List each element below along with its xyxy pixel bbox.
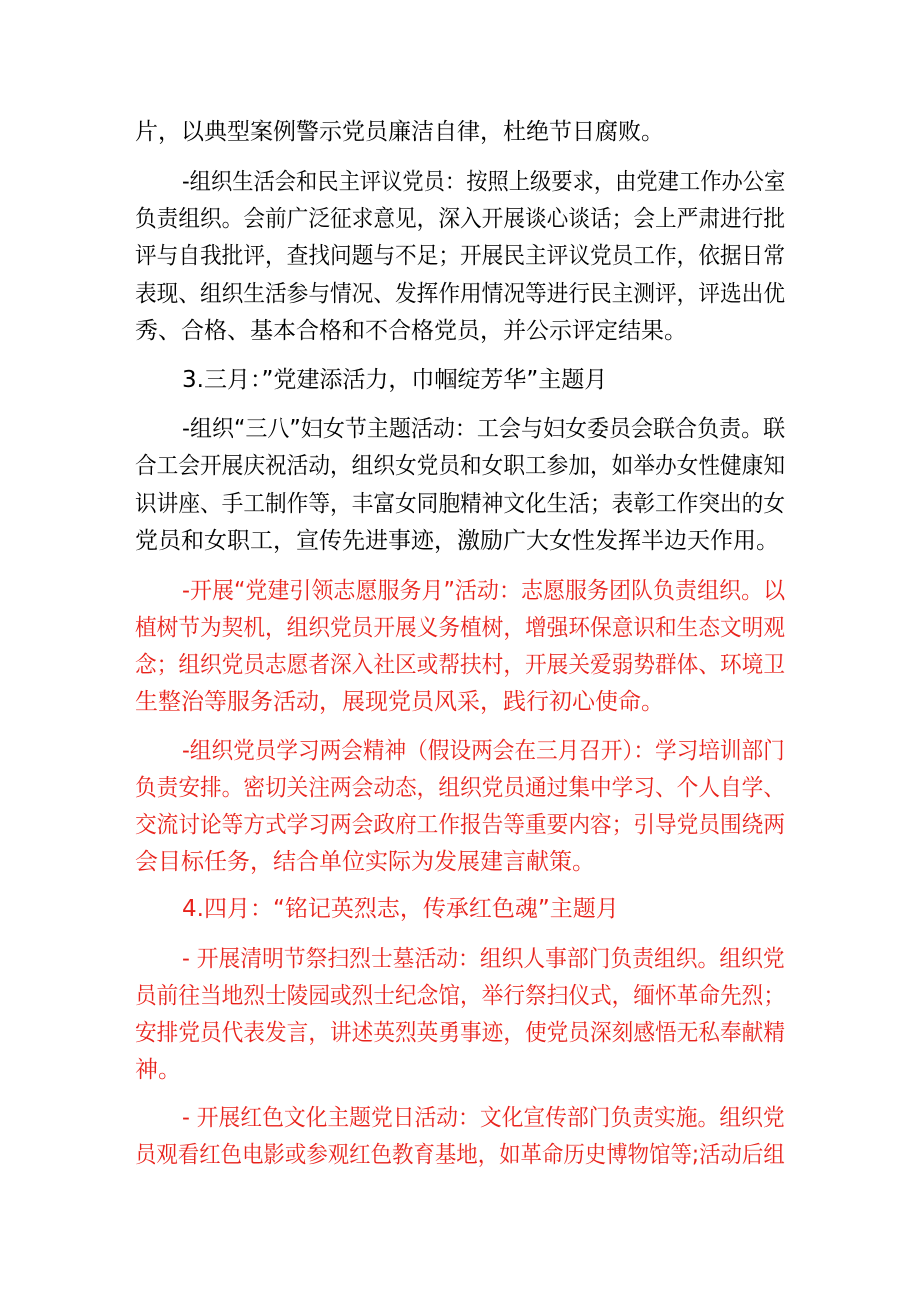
paragraph-line: 评与自我批评，查找问题与不足；开展民主评议党员工作，依据日常 <box>135 243 785 269</box>
paragraph-line: 党员和女职工，宣传先进事迹，激励广大女性发挥半边天作用。 <box>135 528 779 554</box>
paragraph-line: 负责组织。会前广泛征求意见，深入开展谈心谈话；会上严肃进行批 <box>135 206 785 232</box>
paragraph-line: -组织“三八”妇女节主题活动：工会与妇女委员会联合负责。联 <box>182 416 786 442</box>
paragraph-line: - 开展红色文化主题党日活动：文化宣传部门负责实施。组织党 <box>182 1105 785 1131</box>
paragraph-line: - 开展清明节祭扫烈士墓活动：组织人事部门负责组织。组织党 <box>182 946 785 972</box>
paragraph-line: 表现、组织生活参与情况、发挥作用情况等进行民主测评，评选出优 <box>135 281 785 307</box>
paragraph-line: 秀、合格、基本合格和不合格党员，并公示评定结果。 <box>135 318 687 344</box>
paragraph-line: 安排党员代表发言，讲述英烈英勇事迹，使党员深刻感悟无私奉献精 <box>135 1020 785 1046</box>
section-heading: 4.四月：“铭记英烈志，传承红色魂”主题月 <box>182 896 619 922</box>
paragraph-line: 识讲座、手工制作等，丰富女同胞精神文化生活；表彰工作突出的女 <box>135 491 785 517</box>
paragraph-line: -组织生活会和民主评议党员：按照上级要求，由党建工作办公室 <box>182 169 786 195</box>
paragraph-line: -组织党员学习两会精神（假设两会在三月召开）：学习培训部门 <box>182 738 785 764</box>
paragraph-line: 员前往当地烈士陵园或烈士纪念馆，举行祭扫仪式，缅怀革命先烈； <box>135 983 785 1009</box>
paragraph-line: 员观看红色电影或参观红色教育基地，如革命历史博物馆等;活动后组 <box>135 1142 785 1168</box>
paragraph-line: 神。 <box>135 1057 181 1083</box>
paragraph-line: 交流讨论等方式学习两会政府工作报告等重要内容；引导党员围绕两 <box>135 812 785 838</box>
paragraph-line: 片，以典型案例警示党员廉洁自律，杜绝节日腐败。 <box>135 119 664 145</box>
paragraph-line: 负责安排。密切关注两会动态，组织党员通过集中学习、个人自学、 <box>135 775 785 801</box>
paragraph-line: 会目标任务，结合单位实际为发展建言献策。 <box>135 849 595 875</box>
section-heading: 3.三月：”党建添活力，巾帼绽芳华”主题月 <box>182 367 608 393</box>
paragraph-line: 生整治等服务活动，展现党员风采，践行初心使命。 <box>135 689 664 715</box>
paragraph-line: 念；组织党员志愿者深入社区或帮扶村，开展关爱弱势群体、环境卫 <box>135 652 785 678</box>
paragraph-line: 合工会开展庆祝活动，组织女党员和女职工参加，如举办女性健康知 <box>135 453 785 479</box>
paragraph-line: 植树节为契机，组织党员开展义务植树，增强环保意识和生态文明观 <box>135 615 785 641</box>
paragraph-line: -开展“党建引领志愿服务月”活动：志愿服务团队负责组织。以 <box>182 578 786 604</box>
